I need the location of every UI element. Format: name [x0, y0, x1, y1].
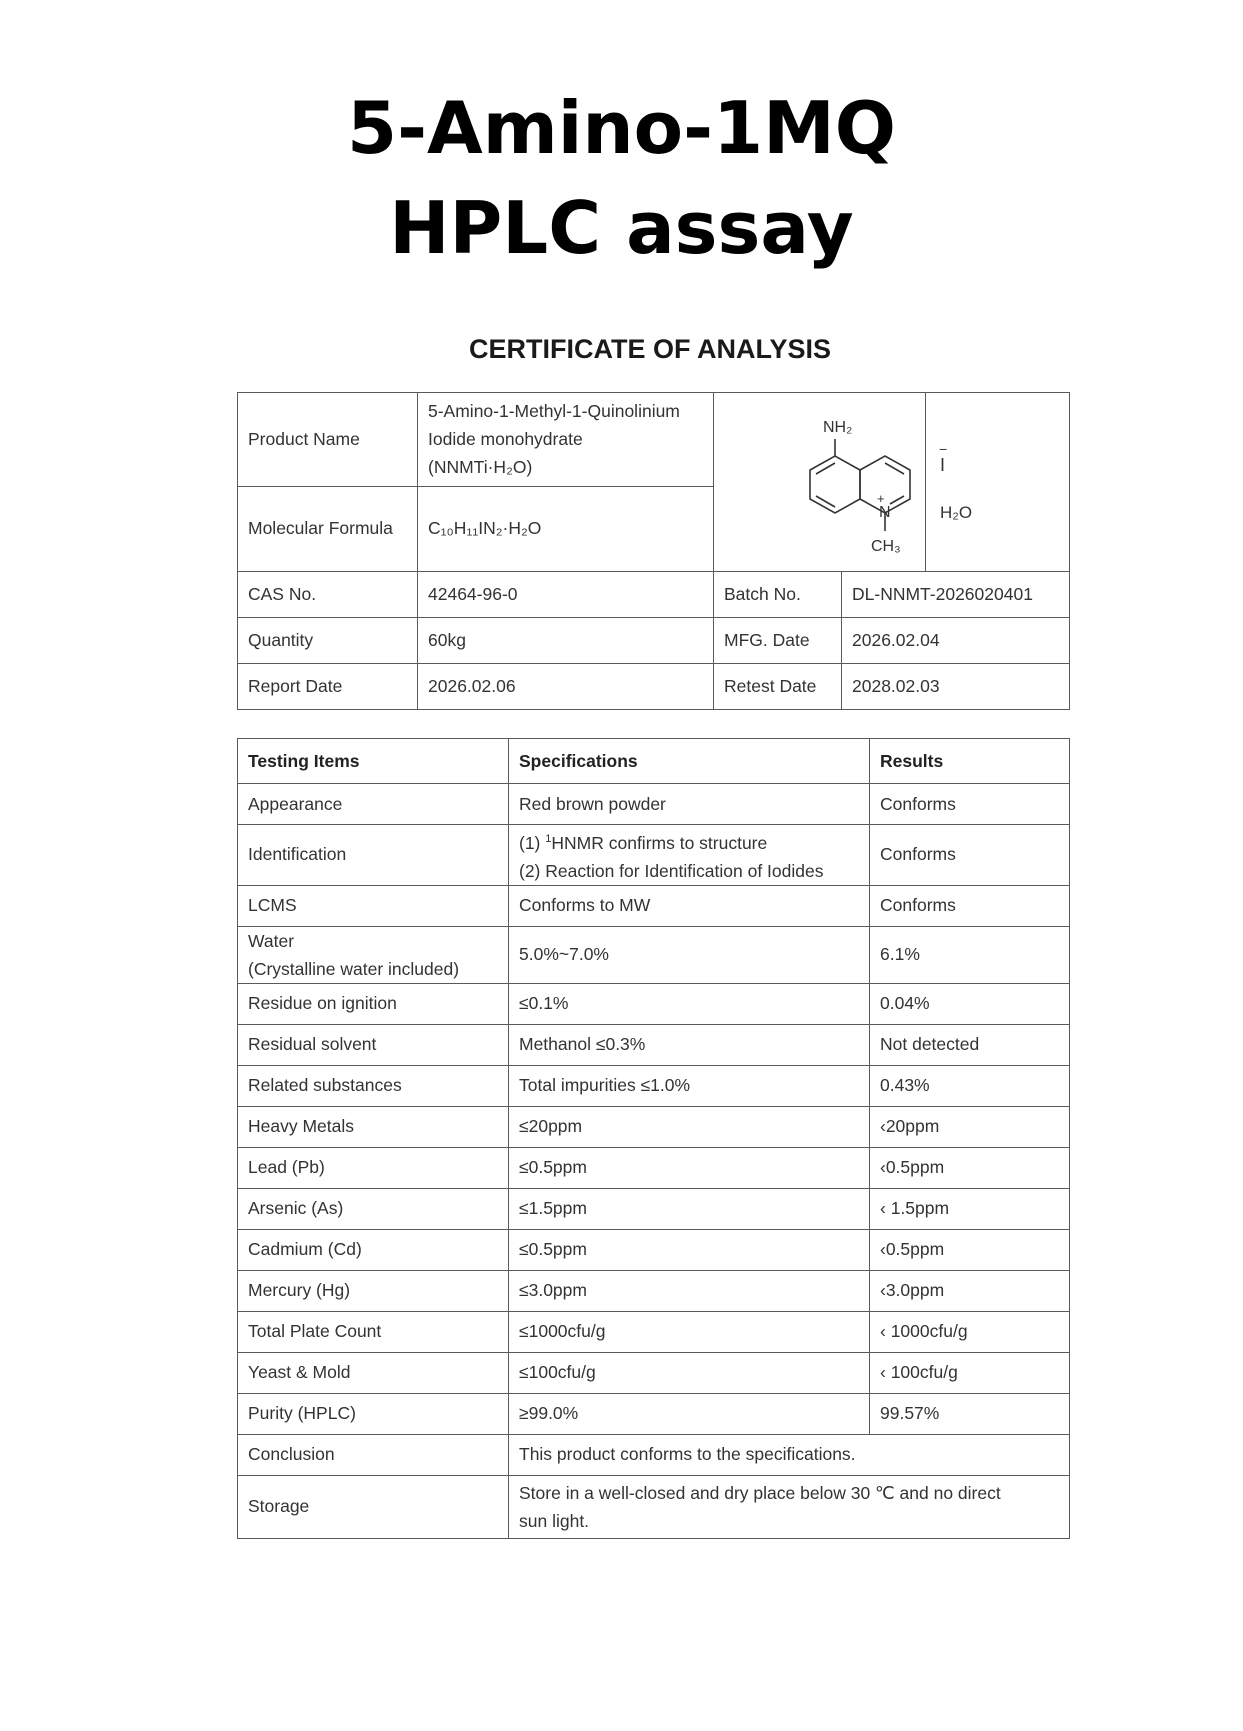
- test-item: Heavy Metals: [238, 1106, 509, 1147]
- table-row: [238, 1188, 1070, 1229]
- cas-row: [238, 572, 1070, 618]
- product-name-line-3: (NNMTi·H₂O): [428, 457, 533, 478]
- conclusion-item: Conclusion: [238, 1434, 509, 1475]
- formula-label: Molecular Formula: [238, 486, 418, 571]
- test-result: 0.43%: [870, 1065, 1070, 1106]
- lcms-result: Conforms: [870, 885, 1070, 926]
- water-item-line-1: Water: [248, 930, 295, 951]
- methyl-label: CH₃: [871, 538, 901, 555]
- appearance-result: Conforms: [870, 784, 1070, 825]
- product-name-line-2: Iodide monohydrate: [428, 429, 583, 450]
- table-row: [238, 1393, 1070, 1434]
- iodide-label: I: [940, 455, 946, 475]
- test-spec: ≤0.1%: [509, 983, 870, 1024]
- test-item: Mercury (Hg): [238, 1270, 509, 1311]
- test-result: ‹ 1.5ppm: [870, 1188, 1070, 1229]
- product-name-row: [238, 393, 1070, 487]
- appearance-spec: Red brown powder: [509, 784, 870, 825]
- quantity-row: [238, 618, 1070, 664]
- test-item: Residual solvent: [238, 1024, 509, 1065]
- table-row: [238, 1311, 1070, 1352]
- identification-spec: [509, 825, 870, 886]
- iodide-charge: −: [939, 441, 948, 457]
- page-title: [0, 78, 1243, 278]
- cas-label: CAS No.: [238, 572, 418, 618]
- water-result: 6.1%: [870, 926, 1070, 983]
- lcms-row: [238, 885, 1070, 926]
- identification-spec-prefix: (1): [519, 832, 546, 853]
- test-result: ‹ 100cfu/g: [870, 1352, 1070, 1393]
- test-header-row: [238, 739, 1070, 784]
- appearance-item: Appearance: [238, 784, 509, 825]
- test-item: Arsenic (As): [238, 1188, 509, 1229]
- quinolinium-structure-icon: [714, 393, 924, 571]
- identification-spec-text: HNMR confirms to structure: [551, 832, 768, 853]
- mfg-label: MFG. Date: [714, 618, 842, 664]
- water-row: [238, 926, 1070, 983]
- storage-line-2: sun light.: [519, 1510, 590, 1531]
- test-item: Purity (HPLC): [238, 1393, 509, 1434]
- amine-label: NH₂: [823, 419, 853, 436]
- quantity-label: Quantity: [238, 618, 418, 664]
- test-spec: ≤20ppm: [509, 1106, 870, 1147]
- water-spec: 5.0%~7.0%: [509, 926, 870, 983]
- nmr-superscript: 1: [545, 833, 552, 845]
- water-item-line-2: (Crystalline water included): [248, 958, 460, 979]
- retest-value: 2028.02.03: [842, 664, 1070, 710]
- test-result: 0.04%: [870, 983, 1070, 1024]
- report-row: [238, 664, 1070, 710]
- header-testing-items: Testing Items: [238, 739, 509, 784]
- product-name-value: [418, 393, 714, 487]
- test-result: ‹20ppm: [870, 1106, 1070, 1147]
- table-row: [238, 1270, 1070, 1311]
- test-spec: ≤3.0ppm: [509, 1270, 870, 1311]
- appearance-row: [238, 784, 1070, 825]
- test-result: 99.57%: [870, 1393, 1070, 1434]
- water-label: H₂O: [940, 503, 973, 522]
- test-spec: Total impurities ≤1.0%: [509, 1065, 870, 1106]
- storage-line-1: Store in a well-closed and dry place below 30 ℃ and no direct: [519, 1482, 1001, 1503]
- test-spec: ≤0.5ppm: [509, 1147, 870, 1188]
- ring-plus-label: +: [877, 491, 885, 506]
- mfg-value: 2026.02.04: [842, 618, 1070, 664]
- identification-row: [238, 825, 1070, 886]
- test-spec: ≤1000cfu/g: [509, 1311, 870, 1352]
- table-row: [238, 1065, 1070, 1106]
- test-spec: ≥99.0%: [509, 1393, 870, 1434]
- test-result: ‹3.0ppm: [870, 1270, 1070, 1311]
- test-spec: ≤100cfu/g: [509, 1352, 870, 1393]
- batch-value: DL-NNMT-2026020401: [842, 572, 1070, 618]
- test-spec: ≤1.5ppm: [509, 1188, 870, 1229]
- identification-item: Identification: [238, 825, 509, 886]
- identification-spec-line-1: [519, 825, 859, 857]
- storage-row: [238, 1475, 1070, 1538]
- formula-value: C₁₀H₁₁IN₂·H₂O: [418, 486, 714, 571]
- header-results: Results: [870, 739, 1070, 784]
- table-row: [238, 1352, 1070, 1393]
- title-line-2: HPLC assay: [389, 186, 854, 270]
- retest-label: Retest Date: [714, 664, 842, 710]
- product-name-line-1: 5-Amino-1-Methyl-1-Quinolinium: [428, 401, 680, 422]
- title-line-1: 5-Amino-1MQ: [347, 86, 896, 170]
- product-name-label: Product Name: [238, 393, 418, 487]
- table-row: [238, 1024, 1070, 1065]
- counter-ion-cell: [926, 393, 1070, 572]
- test-item: Lead (Pb): [238, 1147, 509, 1188]
- water-item: [238, 926, 509, 983]
- chemical-structure-cell: [714, 393, 926, 572]
- test-item: Yeast & Mold: [238, 1352, 509, 1393]
- table-row: [238, 1229, 1070, 1270]
- table-row: [238, 983, 1070, 1024]
- conclusion-row: [238, 1434, 1070, 1475]
- identification-spec-line-2: (2) Reaction for Identification of Iodides: [519, 860, 824, 881]
- report-value: 2026.02.06: [418, 664, 714, 710]
- iodide-ion: [940, 443, 947, 475]
- conclusion-text: This product conforms to the specifications.: [509, 1434, 1070, 1475]
- test-result: ‹0.5ppm: [870, 1229, 1070, 1270]
- test-result: ‹0.5ppm: [870, 1147, 1070, 1188]
- test-spec: ≤0.5ppm: [509, 1229, 870, 1270]
- lcms-item: LCMS: [238, 885, 509, 926]
- test-result: ‹ 1000cfu/g: [870, 1311, 1070, 1352]
- product-info-table: [237, 392, 1070, 710]
- test-item: Total Plate Count: [238, 1311, 509, 1352]
- cas-value: 42464-96-0: [418, 572, 714, 618]
- batch-label: Batch No.: [714, 572, 842, 618]
- table-row: [238, 1106, 1070, 1147]
- test-results-table: [237, 738, 1070, 1539]
- ring-nitrogen-label: N: [879, 504, 891, 521]
- test-item: Cadmium (Cd): [238, 1229, 509, 1270]
- table-row: [238, 1147, 1070, 1188]
- quantity-value: 60kg: [418, 618, 714, 664]
- test-result: Not detected: [870, 1024, 1070, 1065]
- header-specifications: Specifications: [509, 739, 870, 784]
- certificate-heading: CERTIFICATE OF ANALYSIS: [468, 334, 832, 364]
- test-item: Related substances: [238, 1065, 509, 1106]
- storage-text: [509, 1475, 1070, 1538]
- test-spec: Methanol ≤0.3%: [509, 1024, 870, 1065]
- storage-item: Storage: [238, 1475, 509, 1538]
- lcms-spec: Conforms to MW: [509, 885, 870, 926]
- report-label: Report Date: [238, 664, 418, 710]
- identification-result: Conforms: [870, 825, 1070, 886]
- test-item: Residue on ignition: [238, 983, 509, 1024]
